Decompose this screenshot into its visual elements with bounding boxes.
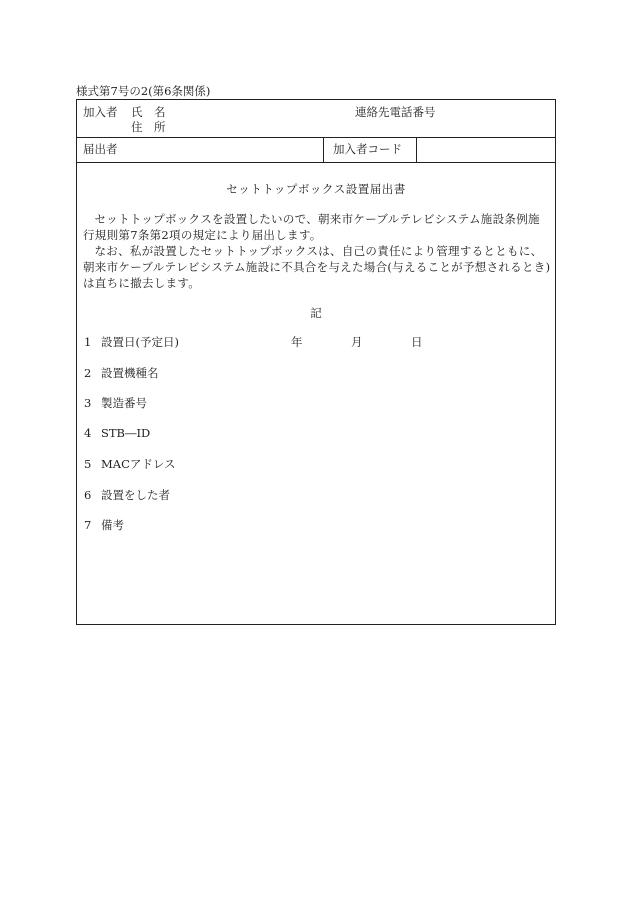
item-serial-number <box>84 395 147 411</box>
year-unit: 年 <box>291 335 303 349</box>
item-install-date <box>84 334 179 350</box>
divider <box>416 137 417 162</box>
notifier-row <box>77 137 555 163</box>
item-stb-id <box>84 426 150 440</box>
item-label: 設置機種名 <box>101 366 159 380</box>
item-number: 1 <box>84 335 92 349</box>
month-unit: 月 <box>351 335 363 349</box>
ki-heading: 記 <box>310 306 322 320</box>
item-number: 7 <box>84 518 92 532</box>
item-number: 5 <box>84 457 92 471</box>
document-title: セットトップボックス設置届出書 <box>226 182 406 196</box>
item-remarks <box>84 517 124 533</box>
paragraph-2: なお、私が設置したセットトップボックスは、自己の責任により管理するとともに、朝来市ケーブルテレビシステム施設に不具合を与えた場合(与えることが予想されるとき)は直ちに撤去します。 <box>83 244 551 290</box>
notifier-label: 届出者 <box>83 142 118 156</box>
phone-label: 連絡先電話番号 <box>355 105 436 119</box>
item-label: 備考 <box>101 518 124 532</box>
item-number: 3 <box>84 396 92 410</box>
item-number: 2 <box>84 366 92 380</box>
item-label: 製造番号 <box>101 396 147 410</box>
item-label: 設置をした者 <box>101 488 170 502</box>
address-label: 住 所 <box>131 120 166 134</box>
item-number: 4 <box>84 426 92 440</box>
item-label: STB―ID <box>101 426 151 440</box>
subscriber-code-label: 加入者コード <box>333 142 402 156</box>
name-label: 氏 名 <box>131 105 166 119</box>
day-unit: 日 <box>411 335 423 349</box>
item-label: MACアドレス <box>101 457 176 471</box>
subscriber-row <box>77 100 555 138</box>
item-label: 設置日(予定日) <box>101 335 179 349</box>
form-reference: 様式第7号の2(第6条関係) <box>76 84 211 98</box>
notification-form <box>76 99 556 625</box>
item-number: 6 <box>84 488 92 502</box>
subscriber-label: 加入者 <box>83 105 118 119</box>
divider <box>323 137 324 162</box>
item-mac-address <box>84 456 176 472</box>
item-installer <box>84 487 170 503</box>
item-model-name <box>84 365 159 381</box>
paragraph-1: セットトップボックスを設置したいので、朝来市ケーブルテレビシステム施設条例施行規則第7条第2項の規定により届出します。 <box>83 212 540 242</box>
